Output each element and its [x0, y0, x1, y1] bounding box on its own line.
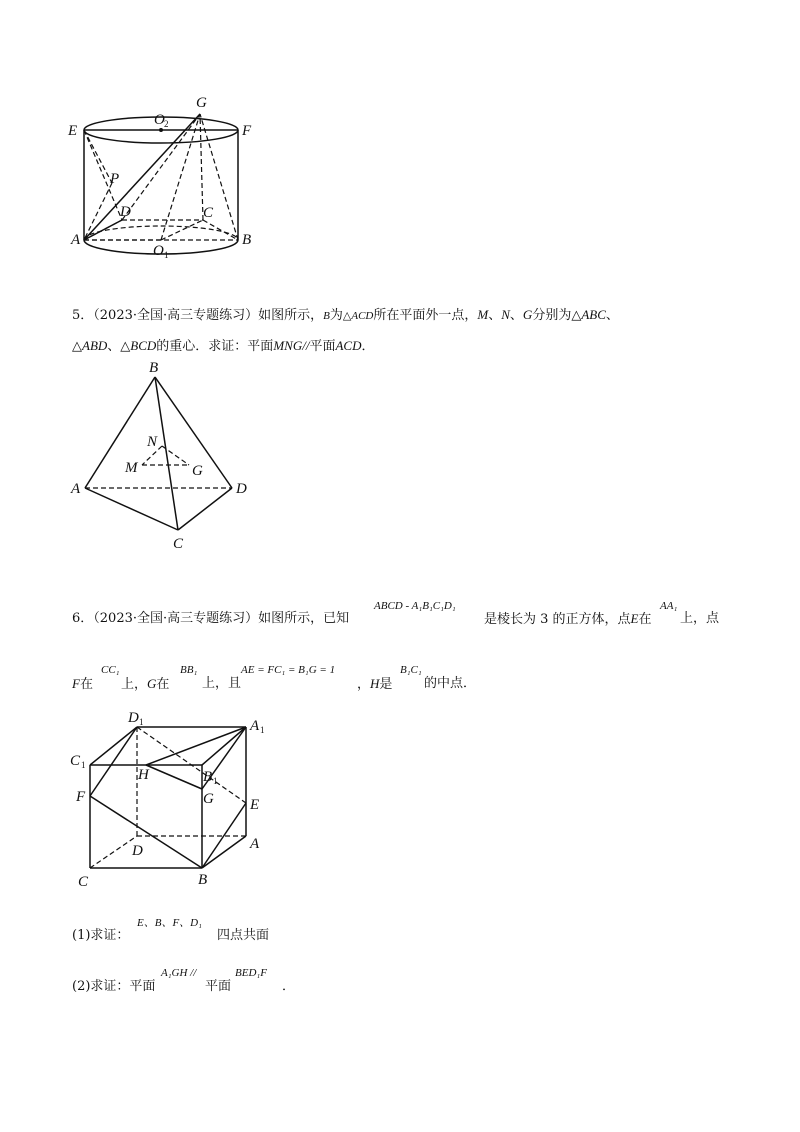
label-C: C	[78, 874, 89, 890]
label-E: E	[68, 123, 78, 139]
label-O1: O	[153, 243, 164, 259]
label-O2-sub: 2	[164, 119, 169, 129]
label-F: F	[242, 123, 252, 139]
question1-points: E、B、F、D₁	[137, 917, 202, 929]
problem6-line1	[72, 611, 349, 627]
question2-plane-b: BED₁F	[235, 967, 267, 979]
label-M: M	[125, 460, 138, 476]
label-D1: D	[128, 710, 139, 726]
label-N: N	[147, 434, 158, 450]
label-E: E	[250, 797, 260, 813]
problem6-line2a: F在	[72, 676, 93, 692]
cube-figure	[60, 708, 280, 893]
label-C: C	[203, 205, 214, 221]
label-C1: C	[70, 753, 81, 769]
label-B: B	[198, 872, 208, 888]
problem5-number: 5．	[72, 308, 94, 323]
label-B1: B	[203, 769, 213, 785]
label-B: B	[149, 360, 159, 376]
svg-text:1: 1	[260, 725, 265, 735]
question2-plane-a: A₁GH //	[161, 967, 197, 979]
question2-mid: 平面	[205, 979, 232, 994]
problem6-cube-name: ABCD - A₁B₁C₁D₁	[374, 600, 456, 612]
label-O2: O	[154, 112, 165, 128]
problem5-line1: 5．（2023·全国·高三专题练习）如图所示，B为△ACD所在平面外一点，M、N、G分别为△ABC、	[72, 307, 619, 323]
problem6-BB1: BB₁	[180, 664, 198, 676]
cylinder-figure	[60, 90, 270, 265]
question2-end: ．	[282, 979, 296, 994]
question2-prefix: (2)求证：平面	[72, 979, 156, 994]
problem6-up: 上，点	[680, 611, 720, 626]
label-A: A	[71, 481, 81, 497]
problem6-CC1: CC₁	[101, 664, 120, 676]
problem6-line2d: ，H是	[357, 676, 393, 692]
label-A: A	[71, 232, 81, 248]
problem5-line2: △ABD、△BCD的重心．求证：平面MNG//平面ACD．	[72, 338, 375, 354]
problem5-source: （2023·全国·高三专题练习）如图所示，	[93, 308, 324, 323]
label-D: D	[120, 204, 131, 220]
problem6-mid: 的中点．	[424, 676, 477, 691]
tetrahedron-figure	[65, 360, 265, 555]
label-G: G	[196, 95, 207, 111]
problem6-B1C1: B₁C₁	[400, 664, 422, 676]
problem6-line2c: 上，且	[202, 676, 242, 691]
label-O1-sub: 1	[164, 250, 169, 260]
problem6-line2b: 上，G在	[121, 676, 170, 692]
label-B: B	[242, 232, 252, 248]
problem6-AA1: AA₁	[660, 600, 678, 612]
svg-text:1: 1	[213, 776, 218, 786]
label-A1: A	[250, 718, 260, 734]
question1-suffix: 四点共面	[217, 928, 270, 943]
label-C: C	[173, 536, 184, 552]
label-G: G	[192, 463, 203, 479]
label-D: D	[132, 843, 143, 859]
problem6-desc: 是棱长为 3 的正方体，点E在	[484, 611, 652, 627]
label-G: G	[203, 791, 214, 807]
svg-text:1: 1	[139, 717, 144, 727]
label-D: D	[236, 481, 247, 497]
label-P: P	[110, 171, 120, 187]
svg-text:1: 1	[81, 760, 86, 770]
label-A: A	[250, 836, 260, 852]
problem6-number: 6．	[72, 611, 94, 626]
problem6-source: （2023·全国·高三专题练习）如图所示，已知	[93, 611, 350, 626]
problem6-equation: AE = FC₁ = B₁G = 1	[241, 664, 336, 676]
label-H: H	[138, 767, 149, 783]
label-F: F	[76, 789, 86, 805]
question1-prefix: (1)求证：	[72, 928, 130, 943]
